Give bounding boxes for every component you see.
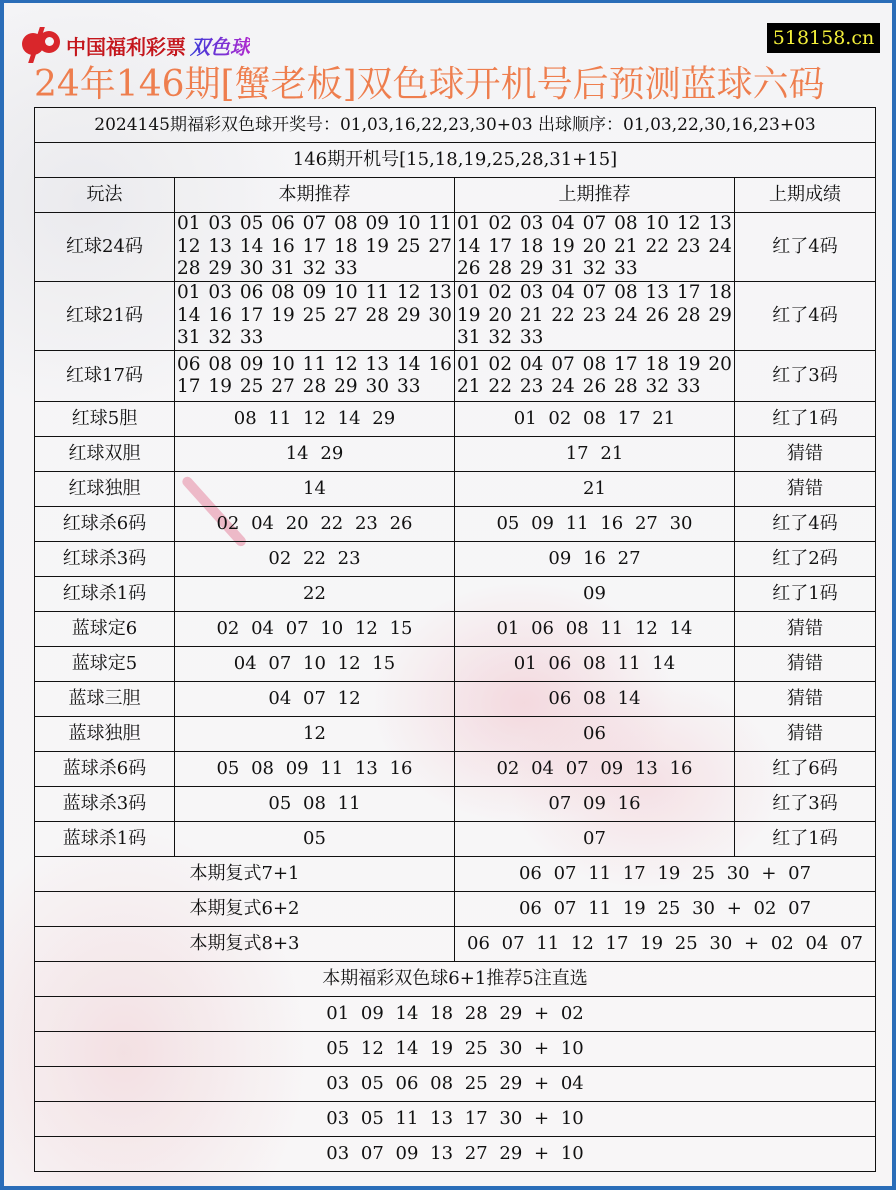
previous-numbers: 09 [455,577,735,612]
table-row [35,351,876,402]
pick-numbers: 03 05 11 13 17 30 + 10 [35,1102,876,1137]
number-line: 19 20 21 22 23 24 26 28 29 [457,304,732,326]
number-line: 01 02 03 04 07 08 10 12 13 [457,213,732,235]
last-draw-info: 2024145期福彩双色球开奖号：01,03,16,22,23,30+03 出球顺序：01,03,22,30,16,23+03 [35,108,876,143]
current-numbers [175,213,455,282]
cwl-logo-icon [20,25,62,65]
current-numbers: 14 29 [175,437,455,472]
compound-label: 本期复式6+2 [35,892,455,927]
number-line: 21 22 23 24 26 28 32 33 [457,376,701,397]
result: 红了4码 [735,282,876,351]
table-row [35,282,876,351]
lottery-logo [20,25,250,65]
current-numbers: 22 [175,577,455,612]
compound-numbers: 06 07 11 12 17 19 25 30 + 02 04 07 [455,927,876,962]
prediction-table [34,107,876,1172]
play-type: 蓝球定5 [35,647,175,682]
previous-numbers: 02 04 07 09 13 16 [455,752,735,787]
current-numbers [175,351,455,402]
result: 猜错 [735,437,876,472]
previous-numbers: 06 [455,717,735,752]
current-numbers: 02 22 23 [175,542,455,577]
number-line: 17 19 25 27 28 29 30 33 [177,376,421,397]
result: 红了1码 [735,822,876,857]
table-row [35,472,876,507]
table-row [35,717,876,752]
play-type: 红球杀3码 [35,542,175,577]
number-line: 26 28 29 31 32 33 [457,258,638,280]
pick-row [35,1137,876,1172]
current-numbers: 02 04 20 22 23 26 [175,507,455,542]
number-line: 01 02 03 04 07 08 13 17 18 [457,282,732,304]
play-type: 红球独胆 [35,472,175,507]
last-draw-row [35,108,876,143]
number-line: 01 03 05 06 07 08 09 10 11 [177,213,452,235]
machine-numbers-row [35,143,876,178]
previous-numbers: 01 02 08 17 21 [455,402,735,437]
play-type: 红球5胆 [35,402,175,437]
result: 猜错 [735,647,876,682]
current-numbers: 08 11 12 14 29 [175,402,455,437]
play-type: 红球24码 [35,213,175,282]
play-type: 蓝球独胆 [35,717,175,752]
number-line: 01 03 06 08 09 10 11 12 13 [177,282,452,304]
result: 红了4码 [735,507,876,542]
col-header-play: 玩法 [35,178,175,213]
current-numbers: 02 04 07 10 12 15 [175,612,455,647]
result: 猜错 [735,472,876,507]
number-line: 31 32 33 [457,327,544,349]
number-line: 28 29 30 31 32 33 [177,258,358,280]
table-row [35,577,876,612]
compound-numbers: 06 07 11 19 25 30 + 02 07 [455,892,876,927]
current-numbers: 04 07 12 [175,682,455,717]
result: 猜错 [735,717,876,752]
previous-numbers: 09 16 27 [455,542,735,577]
result: 红了6码 [735,752,876,787]
result: 红了2码 [735,542,876,577]
current-numbers: 04 07 10 12 15 [175,647,455,682]
table-row [35,507,876,542]
compound-row [35,857,876,892]
pick-row [35,1102,876,1137]
table-row [35,542,876,577]
compound-row [35,927,876,962]
previous-numbers: 01 06 08 11 12 14 [455,612,735,647]
result: 红了4码 [735,213,876,282]
logo-text-accent: 双色球 [190,31,250,60]
previous-numbers: 07 09 16 [455,787,735,822]
table-row [35,437,876,472]
col-header-result: 上期成绩 [735,178,876,213]
table-row [35,752,876,787]
number-line: 01 02 04 07 08 17 18 19 20 [457,353,732,375]
play-type: 红球杀1码 [35,577,175,612]
current-numbers: 05 [175,822,455,857]
result: 猜错 [735,682,876,717]
pick-numbers: 01 09 14 18 28 29 + 02 [35,997,876,1032]
previous-numbers: 01 06 08 11 14 [455,647,735,682]
compound-numbers: 06 07 11 17 19 25 30 + 07 [455,857,876,892]
previous-numbers [455,351,735,402]
play-type: 蓝球杀6码 [35,752,175,787]
col-header-current: 本期推荐 [175,178,455,213]
current-numbers: 05 08 09 11 13 16 [175,752,455,787]
number-line: 14 16 17 19 25 27 28 29 30 [177,304,452,326]
logo-text: 中国福利彩票 [66,34,186,59]
play-type: 红球杀6码 [35,507,175,542]
col-header-previous: 上期推荐 [455,178,735,213]
page-title: 24年146期[蟹老板]双色球开机号后预测蓝球六码 [34,64,825,105]
table-row [35,213,876,282]
current-numbers: 12 [175,717,455,752]
result: 猜错 [735,612,876,647]
number-line: 31 32 33 [177,327,264,349]
pick-row [35,1032,876,1067]
play-type: 蓝球杀3码 [35,787,175,822]
table-row [35,647,876,682]
play-type: 蓝球定6 [35,612,175,647]
table-row [35,612,876,647]
current-numbers: 14 [175,472,455,507]
table-row [35,402,876,437]
previous-numbers: 07 [455,822,735,857]
result: 红了3码 [735,787,876,822]
site-badge[interactable]: 518158.cn [767,23,880,53]
table-row [35,822,876,857]
result: 红了1码 [735,402,876,437]
play-type: 红球21码 [35,282,175,351]
page-frame [4,3,892,1186]
picks-title-row [35,962,876,997]
play-type: 蓝球三胆 [35,682,175,717]
pick-row [35,1067,876,1102]
previous-numbers: 21 [455,472,735,507]
play-type: 蓝球杀1码 [35,822,175,857]
result: 红了3码 [735,351,876,402]
header-row [35,178,876,213]
current-numbers: 05 08 11 [175,787,455,822]
current-numbers [175,282,455,351]
result: 红了1码 [735,577,876,612]
number-line: 06 08 09 10 11 12 13 14 16 [177,353,452,375]
previous-numbers: 06 08 14 [455,682,735,717]
pick-numbers: 03 07 09 13 27 29 + 10 [35,1137,876,1172]
compound-row [35,892,876,927]
play-type: 红球17码 [35,351,175,402]
table-row [35,787,876,822]
play-type: 红球双胆 [35,437,175,472]
compound-label: 本期复式8+3 [35,927,455,962]
number-line: 14 17 18 19 20 21 22 23 24 [457,235,732,257]
previous-numbers [455,213,735,282]
previous-numbers [455,282,735,351]
pick-row [35,997,876,1032]
pick-numbers: 05 12 14 19 25 30 + 10 [35,1032,876,1067]
picks-title: 本期福彩双色球6+1推荐5注直选 [35,962,876,997]
compound-label: 本期复式7+1 [35,857,455,892]
previous-numbers: 05 09 11 16 27 30 [455,507,735,542]
previous-numbers: 17 21 [455,437,735,472]
machine-numbers: 146期开机号[15,18,19,25,28,31+15] [35,143,876,178]
number-line: 12 13 14 16 17 18 19 25 27 [177,235,452,257]
table-row [35,682,876,717]
pick-numbers: 03 05 06 08 25 29 + 04 [35,1067,876,1102]
